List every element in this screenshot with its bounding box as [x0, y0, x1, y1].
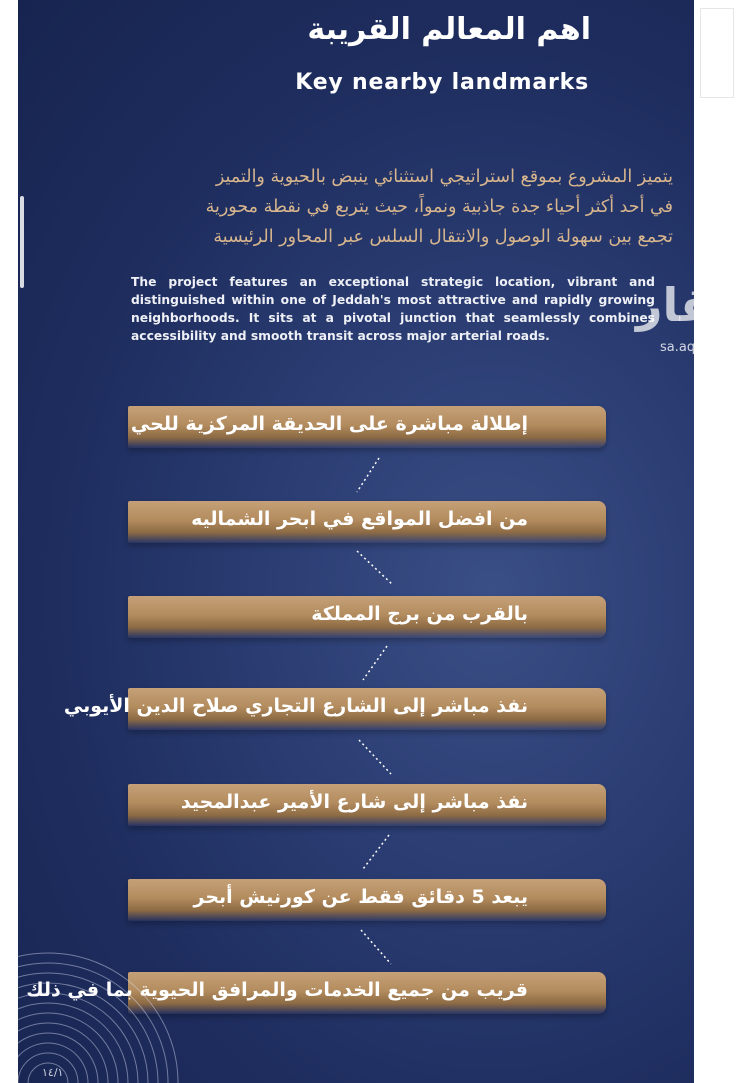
page-number: ١٤/١	[42, 1066, 64, 1079]
landmark-label: نفذ مباشر إلى شارع الأمير عبدالمجيد	[180, 791, 528, 813]
dashed-connector	[355, 548, 395, 588]
intro-english: The project features an exceptional strategic location, vibrant and distinguished within one of Jeddah's most attractive and rapidly growing neighborhoods. It sits at a pivotal junction that seamlessly combines accessibility and smooth transit across major arterial roads.	[131, 275, 655, 343]
dashed-connector	[355, 927, 395, 967]
landmark-item	[128, 406, 606, 448]
side-tab	[700, 8, 734, 98]
landmark-label: نفذ مباشر إلى الشارع التجاري صلاح الدين الأيوبي	[63, 695, 528, 717]
landmark-label: إطلالة مباشرة على الحديقة المركزية للحي	[130, 413, 528, 435]
dashed-connector	[355, 832, 395, 872]
landmark-label: من افضل المواقع في ابحر الشماليه	[191, 508, 528, 530]
landmark-item	[128, 784, 606, 826]
landmark-label: قريب من جميع الخدمات والمرافق الحيوية بما في ذلك	[26, 979, 528, 1001]
landmark-item	[128, 501, 606, 543]
intro-arabic	[118, 162, 673, 252]
watermark-logo: عقار	[636, 278, 745, 332]
landmark-label: بالقرب من برج المملكة	[311, 603, 528, 625]
landmark-item	[26, 972, 606, 1014]
scrollbar-thumb[interactable]	[20, 196, 24, 288]
dashed-connector	[355, 737, 395, 777]
intro-arabic-line: يتميز المشروع بموقع استراتيجي استثنائي ينبض بالحيوية والتميز	[215, 167, 673, 187]
intro-arabic-line: تجمع بين سهولة الوصول والانتقال السلس عبر المحاور الرئيسية	[213, 227, 673, 247]
landmark-label: يبعد 5 دقائق فقط عن كورنيش أبحر	[193, 886, 528, 908]
brochure-page	[18, 0, 694, 1083]
watermark-url: sa.aqar.fm	[660, 340, 729, 355]
landmark-item	[128, 879, 606, 921]
landmark-item	[63, 688, 606, 730]
title-arabic: اهم المعالم القريبة	[307, 12, 591, 47]
landmark-item	[128, 596, 606, 638]
dashed-connector	[355, 643, 395, 683]
dashed-connector	[355, 455, 395, 495]
title-english: Key nearby landmarks	[295, 70, 589, 95]
decorative-arcs	[18, 900, 188, 1083]
intro-arabic-line: في أحد أكثر أحياء جدة جاذبية ونمواً، حيث يتربع في نقطة محورية	[205, 197, 673, 217]
